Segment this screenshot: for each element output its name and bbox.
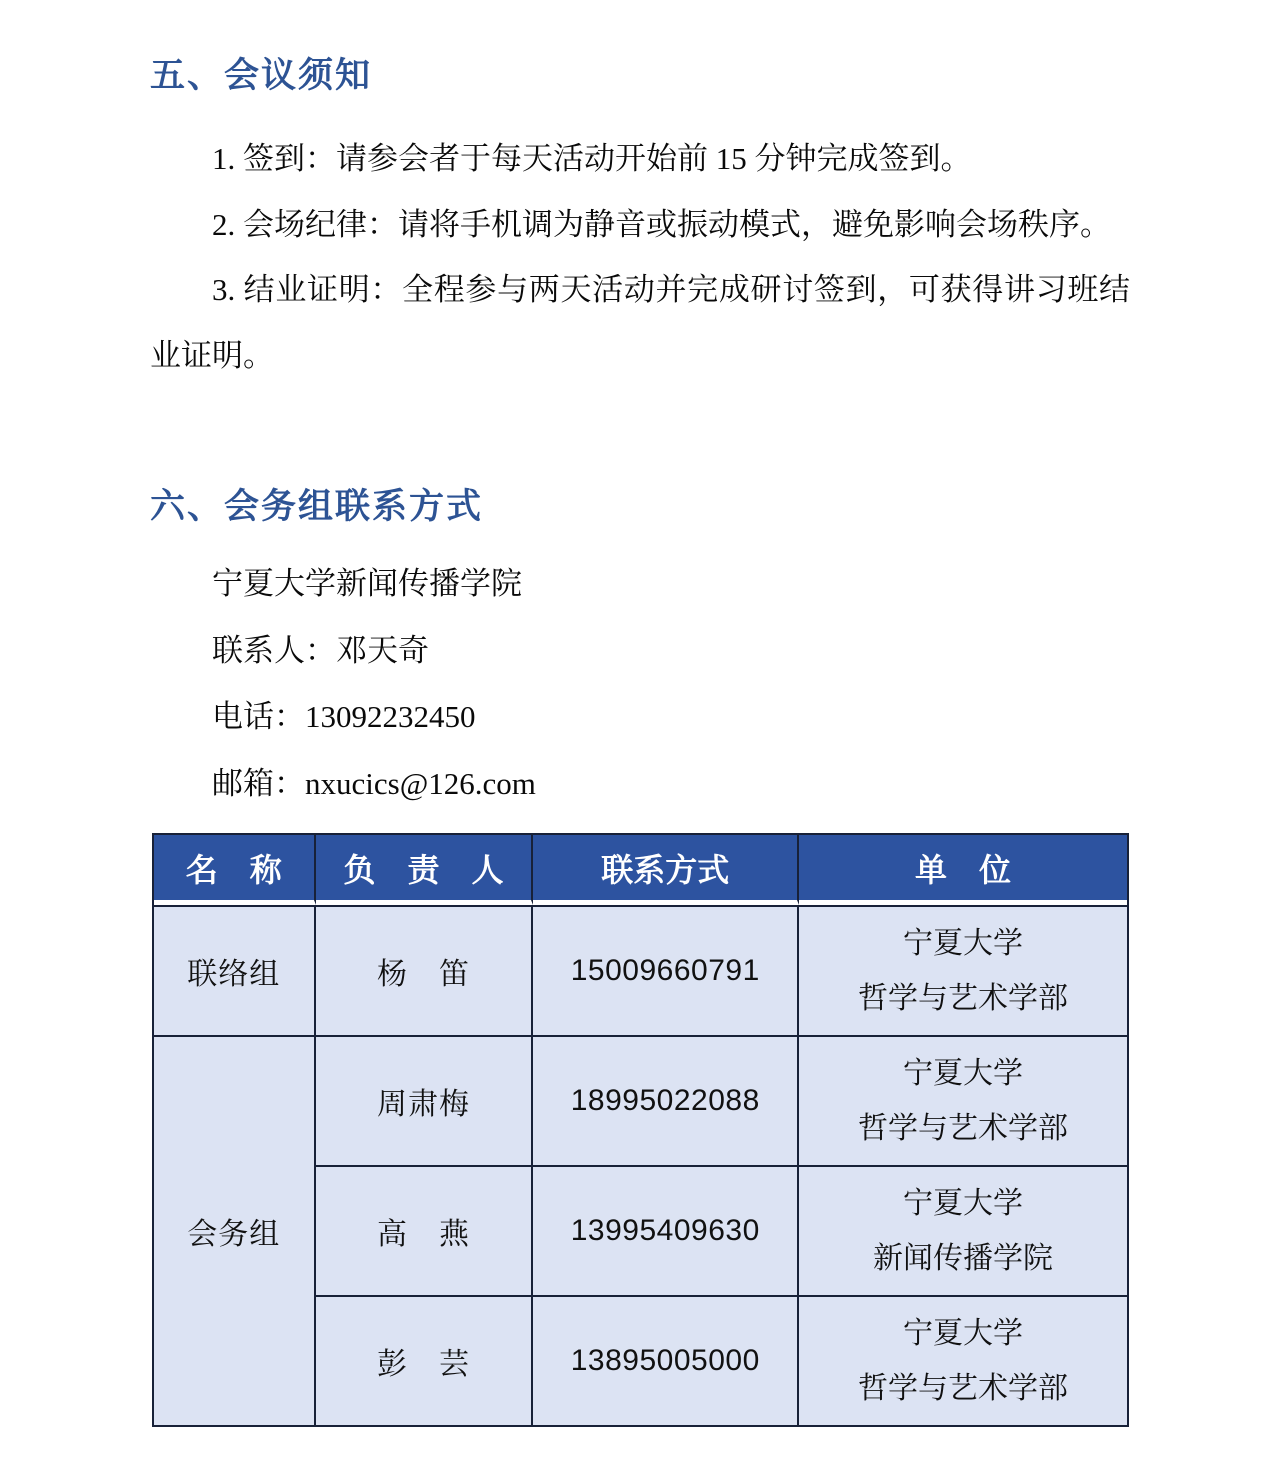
col-header-person: 负 责 人 <box>316 835 534 905</box>
person-cell: 周肃梅 <box>316 1035 534 1165</box>
unit-line-2: 新闻传播学院 <box>873 1242 1054 1276</box>
notice-item-certificate: 3. 结业证明：全程参与两天活动并完成研讨签到，可获得讲习班结业证明。 <box>150 272 1130 374</box>
contact-person: 联系人：邓天奇 <box>212 632 429 668</box>
person-cell: 彭 芸 <box>316 1295 534 1425</box>
notice-item-signin: 1. 签到：请参会者于每天活动开始前 15 分钟完成签到。 <box>212 141 972 176</box>
section-contacts-heading: 六、会务组联系方式 <box>150 486 484 526</box>
contact-institution: 宁夏大学新闻传播学院 <box>212 565 522 601</box>
unit-line-1: 宁夏大学 <box>903 1316 1024 1350</box>
contact-email: 邮箱：nxucics@126.com <box>212 765 536 801</box>
unit-cell <box>799 1035 1127 1165</box>
group-cell-liaison: 联络组 <box>154 905 316 1035</box>
person-cell: 高 燕 <box>316 1165 534 1295</box>
col-header-unit: 单 位 <box>799 835 1127 905</box>
unit-line-2: 哲学与艺术学部 <box>858 1112 1069 1146</box>
unit-line-1: 宁夏大学 <box>903 1056 1024 1090</box>
unit-line-2: 哲学与艺术学部 <box>858 982 1069 1016</box>
table-row <box>154 905 1127 1035</box>
phone-cell: 13995409630 <box>533 1165 799 1295</box>
contact-phone: 电话：13092232450 <box>212 699 476 735</box>
phone-cell: 15009660791 <box>533 905 799 1035</box>
unit-line-1: 宁夏大学 <box>903 926 1024 960</box>
section-meeting-notes-heading: 五、会议须知 <box>150 56 373 95</box>
contact-table <box>152 833 1129 1427</box>
unit-cell <box>799 1295 1127 1425</box>
unit-line-1: 宁夏大学 <box>903 1186 1024 1220</box>
table-row <box>154 1035 1127 1165</box>
col-header-name: 名 称 <box>154 835 316 905</box>
unit-line-2: 哲学与艺术学部 <box>858 1372 1069 1406</box>
unit-cell <box>799 905 1127 1035</box>
col-header-contact: 联系方式 <box>533 835 799 905</box>
person-cell: 杨 笛 <box>316 905 534 1035</box>
table-header-row <box>154 835 1127 905</box>
unit-cell <box>799 1165 1127 1295</box>
phone-cell: 18995022088 <box>533 1035 799 1165</box>
group-cell-affairs: 会务组 <box>154 1035 316 1425</box>
notice-item-discipline: 2. 会场纪律：请将手机调为静音或振动模式，避免影响会场秩序。 <box>212 206 1111 242</box>
phone-cell: 13895005000 <box>533 1295 799 1425</box>
